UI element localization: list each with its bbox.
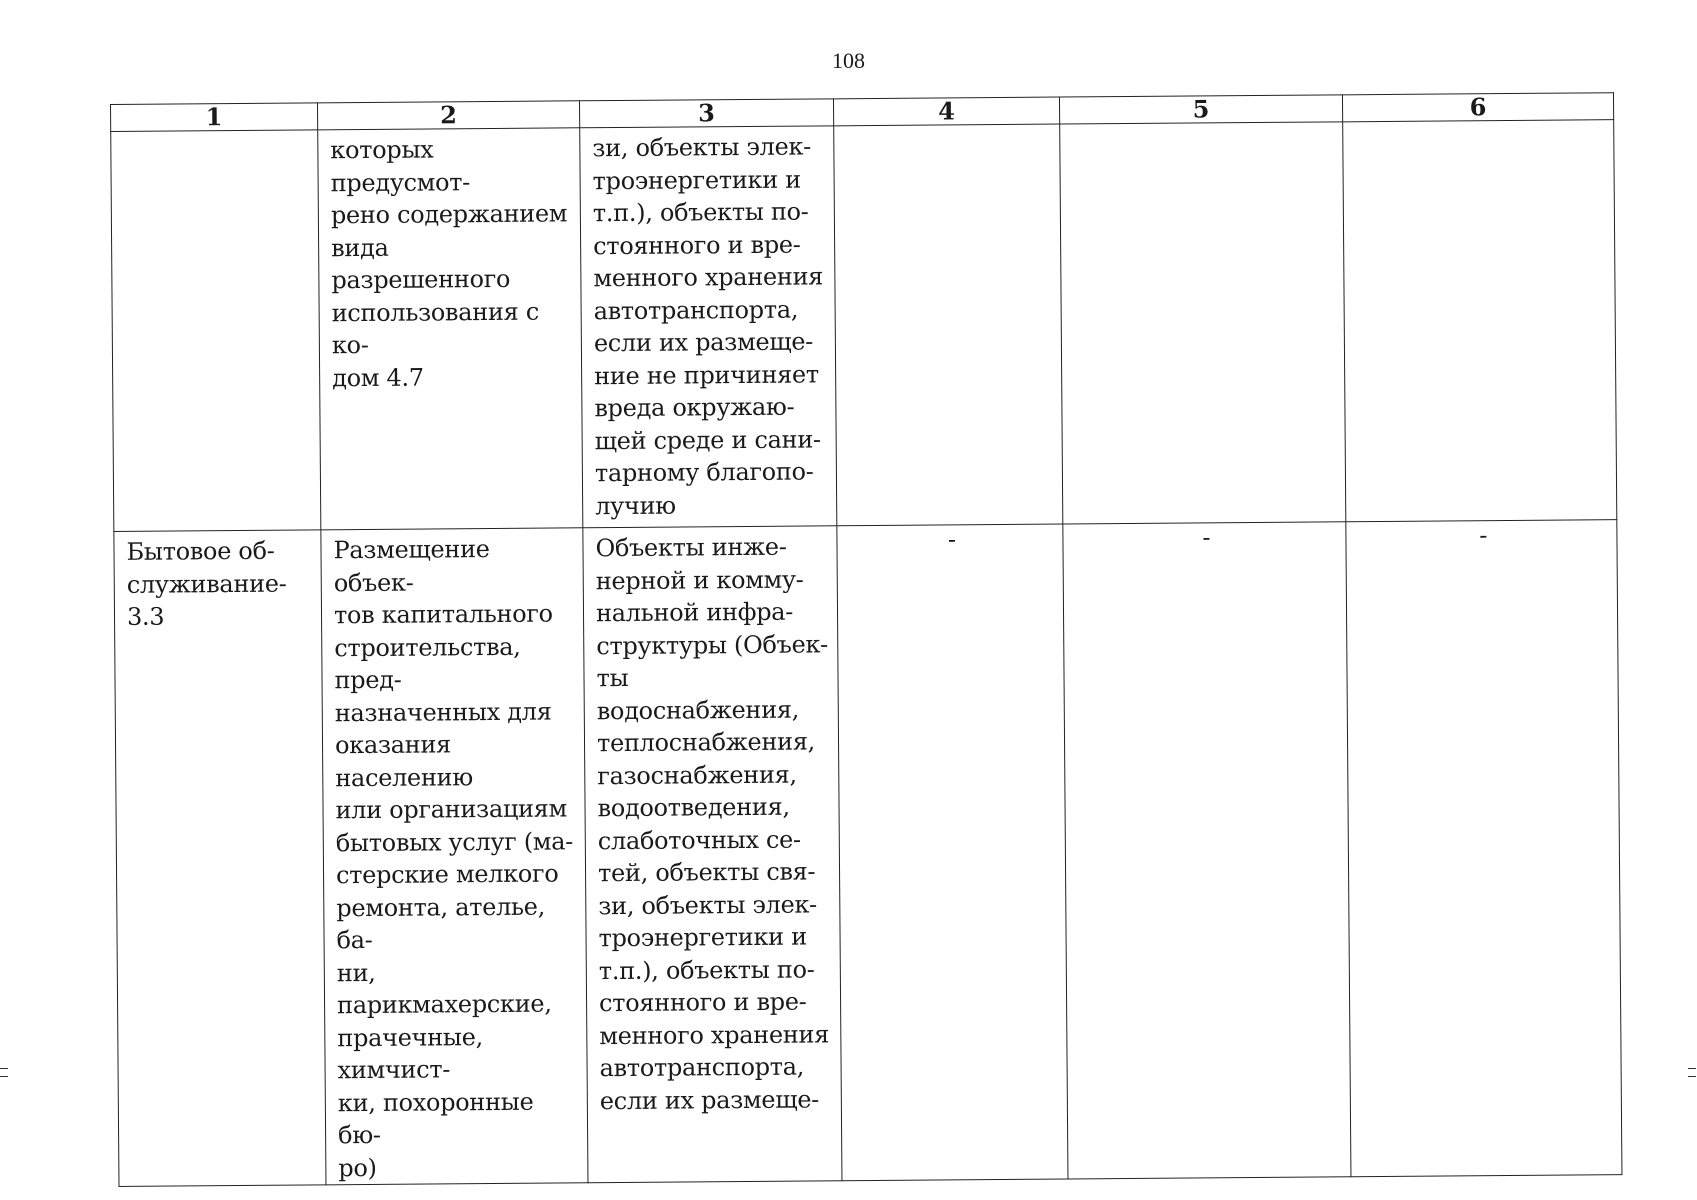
table-cell (1063, 522, 1351, 1179)
cell-text: которых предусмот- рено содержанием вида разрешенного использования с ко- дом 4.7 (330, 135, 568, 392)
table-cell (580, 126, 837, 528)
scan-edge-mark (1688, 1068, 1696, 1069)
table-cell (1343, 120, 1617, 522)
table-row (111, 120, 1617, 532)
column-header-3: 3 (579, 99, 833, 128)
table-cell (114, 530, 326, 1187)
table-cell (834, 124, 1063, 526)
empty-value-dash: - (1202, 523, 1211, 552)
scan-edge-mark (1688, 1076, 1696, 1077)
empty-value-dash: - (947, 525, 957, 554)
table-cell (1060, 122, 1346, 524)
cell-text: Объекты инже- нерной и комму- нальной инфра- структуры (Объек- ты водоснабжения, теплоснабжения, газоснабжения, водоотведения, слаботочных се- тей, объекты свя- зи, объекты элек- троэнергетики и т.п.), объекты по- стоянного и вре- менного хранения автотранспорта, если их размеще- (595, 532, 830, 1115)
table-row (114, 520, 1622, 1187)
table-cell (321, 528, 588, 1185)
table-cell (318, 128, 583, 530)
cell-text (1355, 124, 1605, 126)
column-header-1: 1 (111, 103, 318, 132)
scan-edge-mark (0, 1068, 8, 1069)
cell-text (846, 129, 1051, 131)
table-cell (111, 130, 321, 532)
cell-text: Бытовое об- служивание- 3.3 (126, 536, 287, 631)
zoning-table (110, 92, 1622, 1187)
table-cell (1346, 520, 1622, 1177)
scan-edge-mark (0, 1076, 8, 1077)
cell-text: Размещение объек- тов капитального строительства, пред- назначенных для оказания населению или организациям бытовых услуг (ма- стерские мелкого ремонта, ателье, ба- ни, парикмахерские, прачечные, химчист- ки, похоронные бю- ро) (333, 535, 574, 1182)
table-cell (583, 526, 842, 1183)
cell-text: зи, объекты элек- троэнергетики и т.п.), объекты по- стоянного и вре- менного хранения автотранспорта, если их размеще- ние не причиняет вреда окружаю- щей среде и сани- тарному благопо- лучию (592, 132, 824, 520)
column-header-4: 4 (833, 97, 1059, 126)
table-cell (837, 524, 1068, 1181)
column-header-2: 2 (317, 101, 579, 130)
page-number: 108 (832, 48, 865, 73)
empty-value-dash: - (1479, 521, 1488, 550)
column-header-5: 5 (1059, 95, 1342, 124)
column-header-6: 6 (1342, 93, 1613, 122)
cell-text (1072, 126, 1334, 128)
cell-text (123, 134, 309, 135)
